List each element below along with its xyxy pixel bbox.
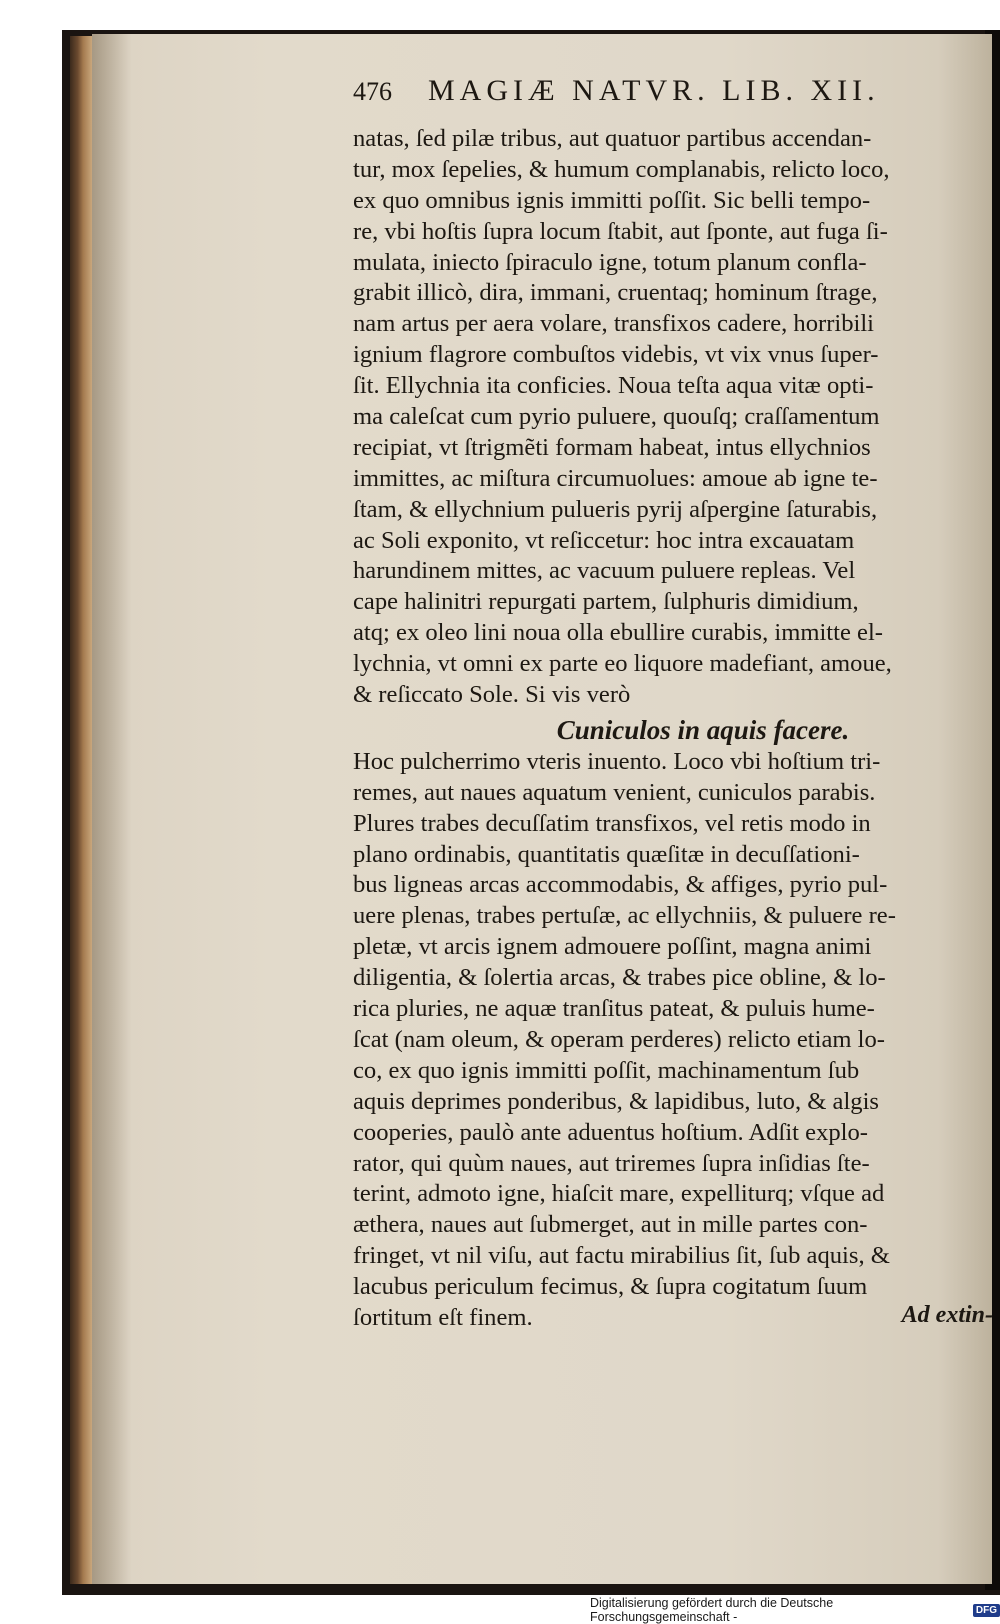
paragraph-2: [353, 747, 993, 1334]
text-line: diligentia, & ſolertia arcas, & trabes pice obline, & lo-: [353, 964, 886, 992]
text-line: Plures trabes decuſſatim transfixos, vel retis modo in: [353, 809, 871, 837]
text-line: lacubus periculum fecimus, & ſupra cogitatum ſuum: [353, 1273, 868, 1301]
text-line: recipiat, vt ſtrigmẽti formam habeat, intus ellychnios: [353, 433, 871, 461]
text-line: cape halinitri repurgati partem, ſulphuris dimidium,: [353, 588, 859, 616]
text-line: remes, aut naues aquatum venient, cuniculos parabis.: [353, 778, 876, 806]
text-line: terint, admoto igne, hiaſcit mare, expelliturq; vſque ad: [353, 1180, 885, 1208]
text-line: rica pluries, ne aquæ tranſitus pateat, & puluis hume-: [353, 995, 875, 1023]
text-line: aquis deprimes ponderibus, & lapidibus, luto, & algis: [353, 1087, 879, 1115]
text-line: ma caleſcat cum pyrio puluere, quouſq; craſſamentum: [353, 403, 880, 431]
text-line: Hoc pulcherrimo vteris inuento. Loco vbi hoſtium tri-: [353, 747, 881, 775]
text-line: atq; ex oleo lini noua olla ebullire curabis, immitte el-: [353, 619, 883, 647]
text-line: ſortitum eſt finem.: [353, 1303, 533, 1331]
text-line: cooperies, paulò ante aduentus hoſtium. Adſit explo-: [353, 1118, 868, 1146]
text-line: grabit illicò, dira, immani, cruentaq; hominum ſtrage,: [353, 279, 878, 307]
text-line: lychnia, vt omni ex parte eo liquore madefiant, amoue,: [353, 650, 892, 678]
section-heading: Cuniculos in aquis facere.: [556, 714, 850, 745]
text-line: co, ex quo ignis immitti poſſit, machinamentum ſub: [353, 1056, 860, 1084]
footer-text: Digitalisierung gefördert durch die Deutsche Forschungsgemeinschaft -: [590, 1596, 834, 1624]
text-line: immittes, ac miſtura circumuolues: amoue ab igne te-: [353, 464, 878, 492]
text-line: fringet, vt nil viſu, aut factu mirabilius ſit, ſub aquis, &: [353, 1242, 890, 1270]
text-line: ac Soli exponito, vt reſiccetur: hoc intra excauatam: [353, 526, 855, 554]
text-line: ſcat (nam oleum, & operam perderes) relicto etiam lo-: [353, 1025, 885, 1053]
catchword: Ad extin-: [901, 1302, 993, 1328]
text-line: bus ligneas arcas accommodabis, & affiges, pyrio pul-: [353, 871, 888, 899]
gutter-shadow: [92, 34, 132, 1584]
text-line: pletæ, vt arcis ignem admouere poſſint, magna animi: [353, 933, 872, 961]
text-line: & reſiccato Sole. Si vis verò: [353, 681, 631, 709]
running-head: [353, 74, 993, 124]
text-line: mulata, iniecto ſpiraculo igne, totum planum confla-: [353, 248, 867, 276]
text-line: natas, ſed pilæ tribus, aut quatuor partibus accendan-: [353, 125, 872, 152]
text-line: ſtam, & ellychnium pulueris pyrij aſpergine ſaturabis,: [353, 495, 878, 523]
text-line: harundinem mittes, ac vacuum puluere repleas. Vel: [353, 557, 856, 585]
page-text: [353, 74, 993, 1334]
digitization-footer: [590, 1596, 1000, 1624]
text-line: uere plenas, trabes pertuſæ, ac ellychniis, & puluere re-: [353, 902, 896, 930]
page-number: 476: [353, 77, 392, 106]
text-line: ignium flagrore combuſtos videbis, vt vix vnus ſuper-: [353, 341, 879, 369]
text-line: plano ordinabis, quantitatis quæſitæ in decuſſationi-: [353, 840, 860, 868]
text-line: tur, mox ſepelies, & humum complanabis, relicto loco,: [353, 155, 890, 183]
text-line: ſit. Ellychnia ita conficies. Noua teſta aqua vitæ opti-: [353, 372, 874, 400]
dfg-logo-icon: DFG: [973, 1604, 1000, 1617]
text-line: nam artus per aera volare, transfixos cadere, horribili: [353, 310, 875, 338]
paragraph-1: [353, 124, 993, 711]
text-line: re, vbi hoſtis ſupra locum ſtabit, aut ſponte, aut fuga ſi-: [353, 217, 888, 245]
page-edge-left: [70, 36, 92, 1584]
text-line: ex quo omnibus ignis immitti poſſit. Sic belli tempo-: [353, 186, 871, 214]
text-line: rator, qui quùm naues, aut triremes ſupra inſidias ſte-: [353, 1149, 870, 1177]
running-title: MAGIÆ NATVR. LIB. XII.: [428, 74, 880, 107]
text-line: æthera, naues aut ſubmerget, aut in mille partes con-: [353, 1211, 868, 1239]
